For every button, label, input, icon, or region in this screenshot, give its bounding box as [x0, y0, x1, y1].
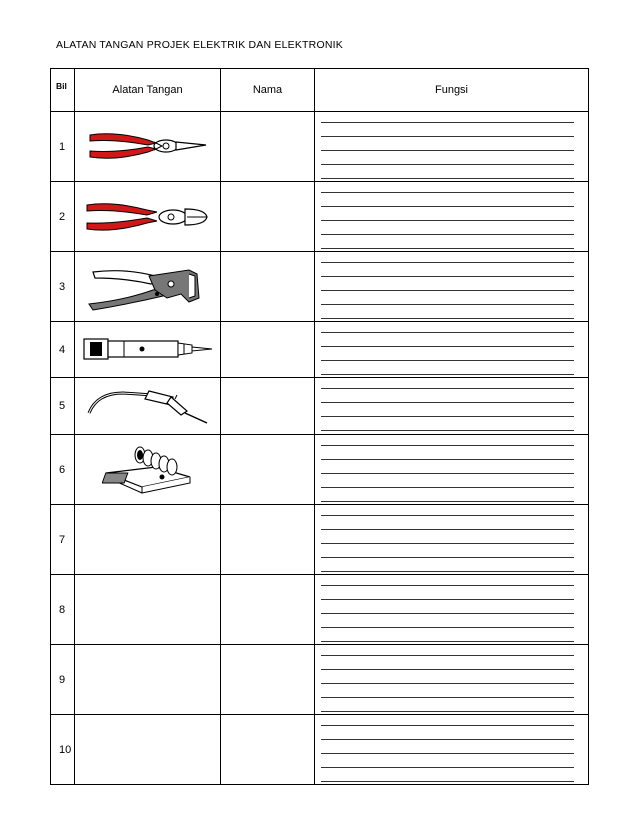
table-row — [51, 112, 589, 182]
fungsi-cell[interactable] — [315, 505, 589, 575]
row-number: 1 — [51, 112, 75, 182]
page-title: ALATAN TANGAN PROJEK ELEKTRIK DAN ELEKTRONIK — [56, 39, 343, 51]
nama-cell[interactable] — [221, 435, 315, 505]
table-row — [51, 182, 589, 252]
fungsi-cell[interactable] — [315, 715, 589, 785]
nama-cell[interactable] — [221, 645, 315, 715]
nama-cell[interactable] — [221, 182, 315, 252]
tool-image-cell — [75, 182, 221, 252]
table-header-row — [51, 69, 589, 112]
tool-image-cell — [75, 112, 221, 182]
row-number: 5 — [51, 378, 75, 435]
row-number: 10 — [51, 715, 75, 785]
tool-image-cell[interactable] — [75, 645, 221, 715]
tool-image-cell — [75, 252, 221, 322]
wire-stripper-icon — [85, 260, 211, 314]
tool-image-cell[interactable] — [75, 575, 221, 645]
nama-cell[interactable] — [221, 575, 315, 645]
nama-cell[interactable] — [221, 505, 315, 575]
tool-image-cell[interactable] — [75, 505, 221, 575]
side-cutter-pliers-icon — [83, 197, 213, 237]
nama-cell[interactable] — [221, 715, 315, 785]
row-number: 7 — [51, 505, 75, 575]
row-number: 8 — [51, 575, 75, 645]
fungsi-cell[interactable] — [315, 575, 589, 645]
tool-image-cell — [75, 435, 221, 505]
fungsi-cell[interactable] — [315, 252, 589, 322]
fungsi-cell[interactable] — [315, 378, 589, 435]
header-bil: Bil — [51, 69, 75, 112]
nama-cell[interactable] — [221, 322, 315, 378]
fungsi-cell[interactable] — [315, 322, 589, 378]
row-number: 3 — [51, 252, 75, 322]
fungsi-cell[interactable] — [315, 645, 589, 715]
tools-table — [50, 68, 589, 785]
row-number: 6 — [51, 435, 75, 505]
fungsi-cell[interactable] — [315, 182, 589, 252]
table-row — [51, 435, 589, 505]
row-number: 4 — [51, 322, 75, 378]
table-row — [51, 322, 589, 378]
long-nose-pliers-icon — [86, 127, 210, 167]
row-number: 2 — [51, 182, 75, 252]
tool-image-cell[interactable] — [75, 715, 221, 785]
desoldering-pump-icon — [80, 335, 216, 365]
table-row — [51, 252, 589, 322]
row-number: 9 — [51, 645, 75, 715]
soldering-iron-icon — [83, 383, 213, 429]
table-row — [51, 378, 589, 435]
header-alatan-tangan: Alatan Tangan — [75, 69, 221, 112]
nama-cell[interactable] — [221, 378, 315, 435]
tool-image-cell — [75, 378, 221, 435]
table-row — [51, 645, 589, 715]
fungsi-cell[interactable] — [315, 435, 589, 505]
tool-image-cell — [75, 322, 221, 378]
header-fungsi: Fungsi — [315, 69, 589, 112]
header-nama: Nama — [221, 69, 315, 112]
table-row — [51, 575, 589, 645]
soldering-stand-icon — [102, 445, 194, 495]
nama-cell[interactable] — [221, 252, 315, 322]
nama-cell[interactable] — [221, 112, 315, 182]
fungsi-cell[interactable] — [315, 112, 589, 182]
table-row — [51, 715, 589, 785]
table-row — [51, 505, 589, 575]
